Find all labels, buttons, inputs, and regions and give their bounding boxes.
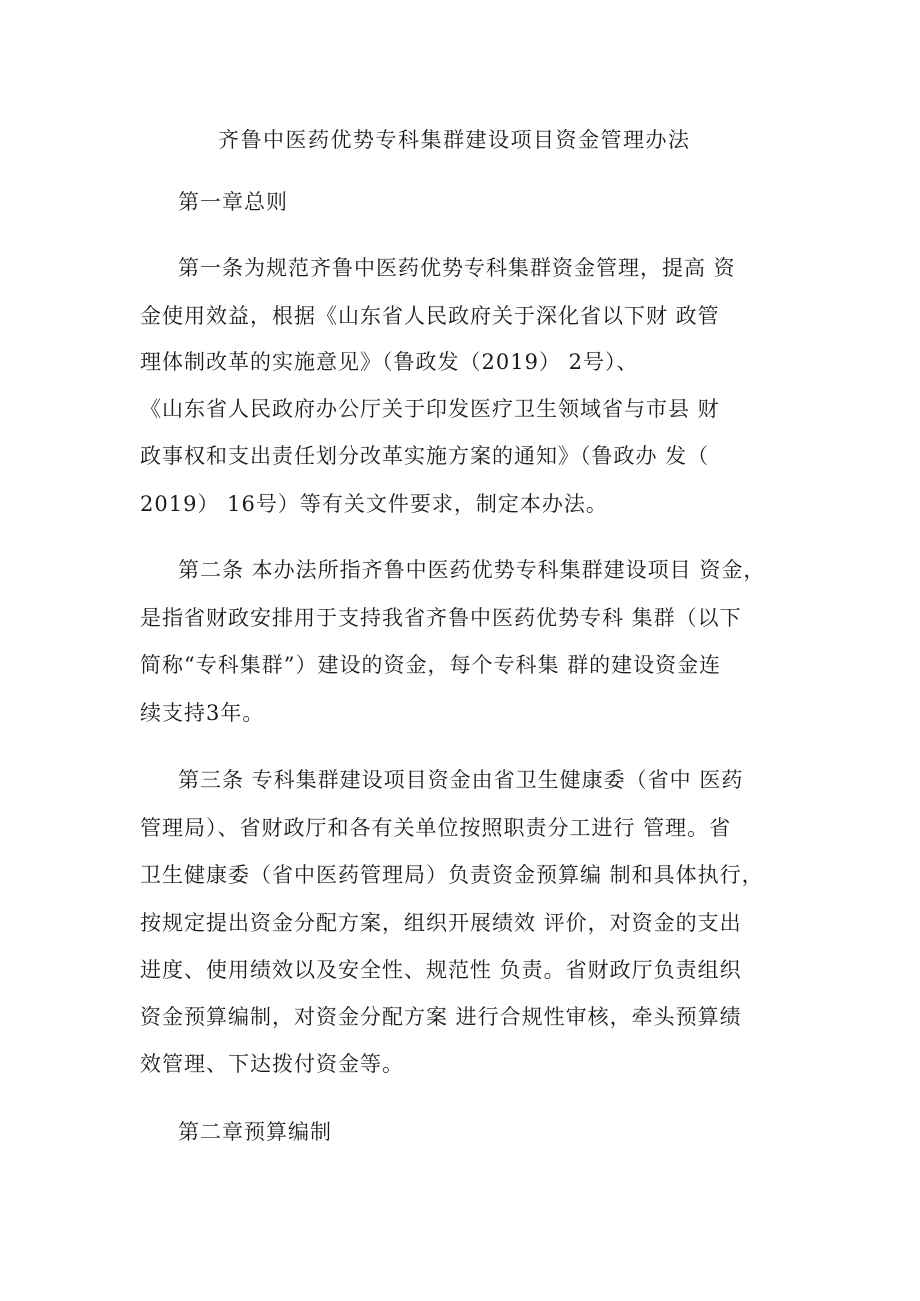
chapter-heading-2: 第二章预算编制: [178, 1120, 332, 1144]
article-1-line: 2019） 16号）等有关文件要求，制定本办法。: [140, 492, 608, 516]
article-2-line: 是指省财政安排用于支持我省齐鲁中医药优势专科 集群（以下: [140, 606, 742, 630]
article-2-line: 续支持3年。: [140, 701, 265, 725]
article-1-line: 《山东省人民政府办公厅关于印发医疗卫生领域省与市县 财: [140, 397, 720, 421]
article-3-line: 卫生健康委（省中医药管理局）负责资金预算编 制和具体执行，: [140, 863, 764, 887]
article-3-line: 效管理、下达拨付资金等。: [140, 1052, 404, 1076]
article-3-line: 资金预算编制，对资金分配方案 进行合规性审核，牵头预算绩: [140, 1005, 742, 1029]
document-title: 齐鲁中医药优势专科集群建设项目资金管理办法: [218, 128, 691, 152]
article-1-line: 金使用效益，根据《山东省人民政府关于深化省以下财 政管: [140, 304, 720, 328]
article-2-line: 第二条 本办法所指齐鲁中医药优势专科集群建设项目 资金，: [178, 558, 766, 582]
article-1-line: 理体制改革的实施意见》（鲁政发（2019） 2号）、: [140, 350, 639, 374]
article-3-line: 按规定提出资金分配方案，组织开展绩效 评价，对资金的支出: [140, 911, 742, 935]
article-3-line: 进度、使用绩效以及安全性、规范性 负责。省财政厅负责组织: [140, 958, 742, 982]
article-1-line: 政事权和支出责任划分改革实施方案的通知》（鲁政办 发（: [140, 444, 710, 468]
chapter-heading-1: 第一章总则: [178, 190, 288, 214]
article-1-line: 第一条为规范齐鲁中医药优势专科集群资金管理，提高 资: [178, 256, 736, 280]
article-3-line: 第三条 专科集群建设项目资金由省卫生健康委（省中 医药: [178, 768, 744, 792]
article-2-line: 简称“专科集群”）建设的资金，每个专科集 群的建设资金连: [140, 653, 722, 677]
article-3-line: 管理局）、省财政厅和各有关单位按照职责分工进行 管理。省: [140, 816, 732, 840]
